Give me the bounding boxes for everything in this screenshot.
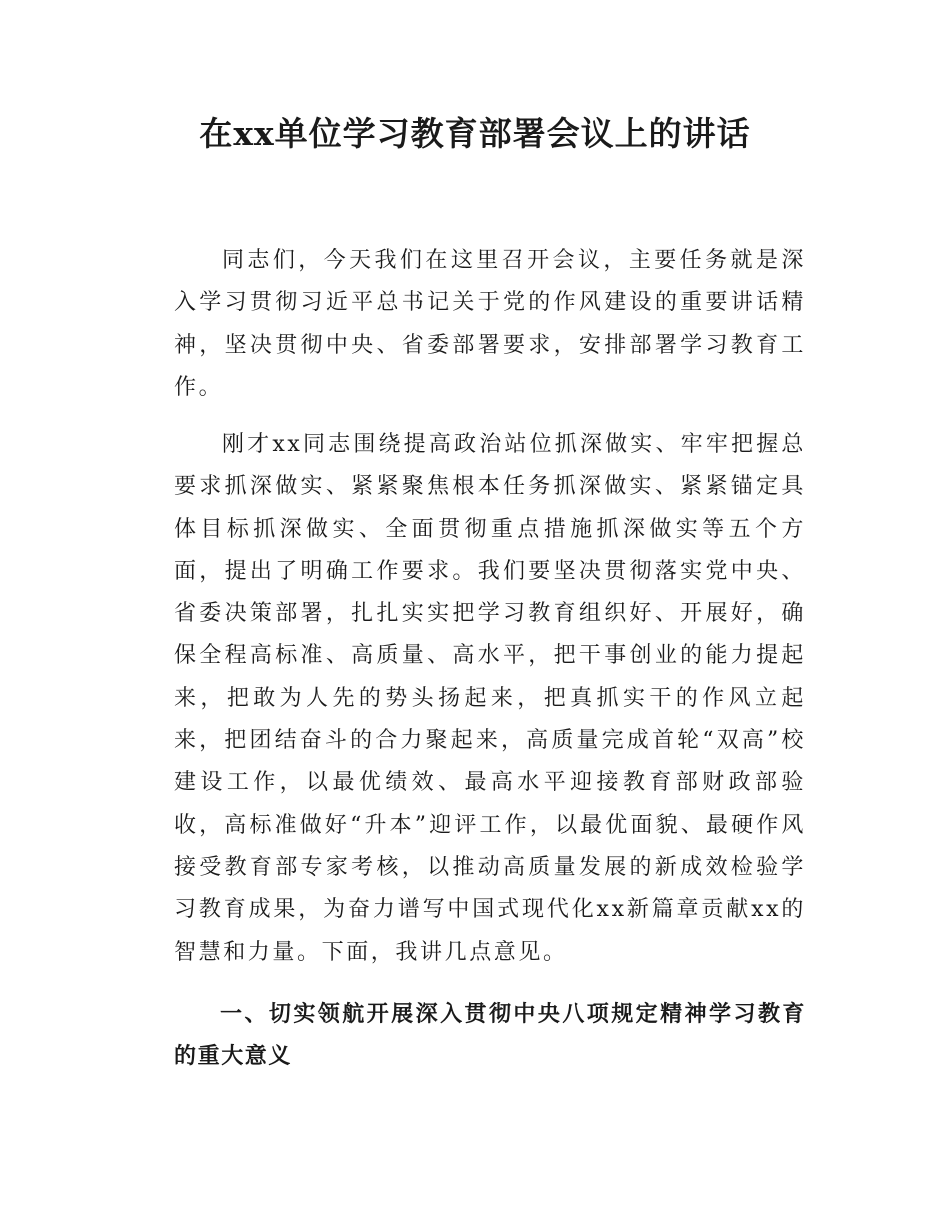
section-heading: 一、切实领航开展深入贯彻中央八项规定精神学习教育的重大意义: [174, 1002, 806, 1070]
body-paragraph: 刚才xx同志围绕提高政治站位抓深做实、牢牢把握总要求抓深做实、紧紧聚焦根本任务抓深做实、紧紧锚定具体目标抓深做实、全面贯彻重点措施抓深做实等五个方面，提出了明确工作要求。我们要坚决贯彻落实党中央、省委决策部署，扎扎实实把学习教育组织好、开展好，确保全程高标准、高质量、高水平，把干事创业的能力提起来，把敢为人先的势头扬起来，把真抓实干的作风立起来，把团结奋斗的合力聚起来，高质量完成首轮“双高”校建设工作，以最优绩效、最高水平迎接教育部财政部验收，高标准做好“升本”迎评工作，以最优面貌、最硬作风接受教育部专家考核，以推动高质量发展的新成效检验学习教育成果，为奋力谱写中国式现代化xx新篇章贡献xx的智慧和力量。下面，我讲几点意见。: [174, 432, 806, 965]
document-title: 在xx单位学习教育部署会议上的讲话: [199, 114, 751, 153]
opening-paragraph: 同志们，今天我们在这里召开会议，主要任务就是深入学习贯彻习近平总书记关于党的作风建设的重要讲话精神，坚决贯彻中央、省委部署要求，安排部署学习教育工作。: [174, 248, 806, 400]
